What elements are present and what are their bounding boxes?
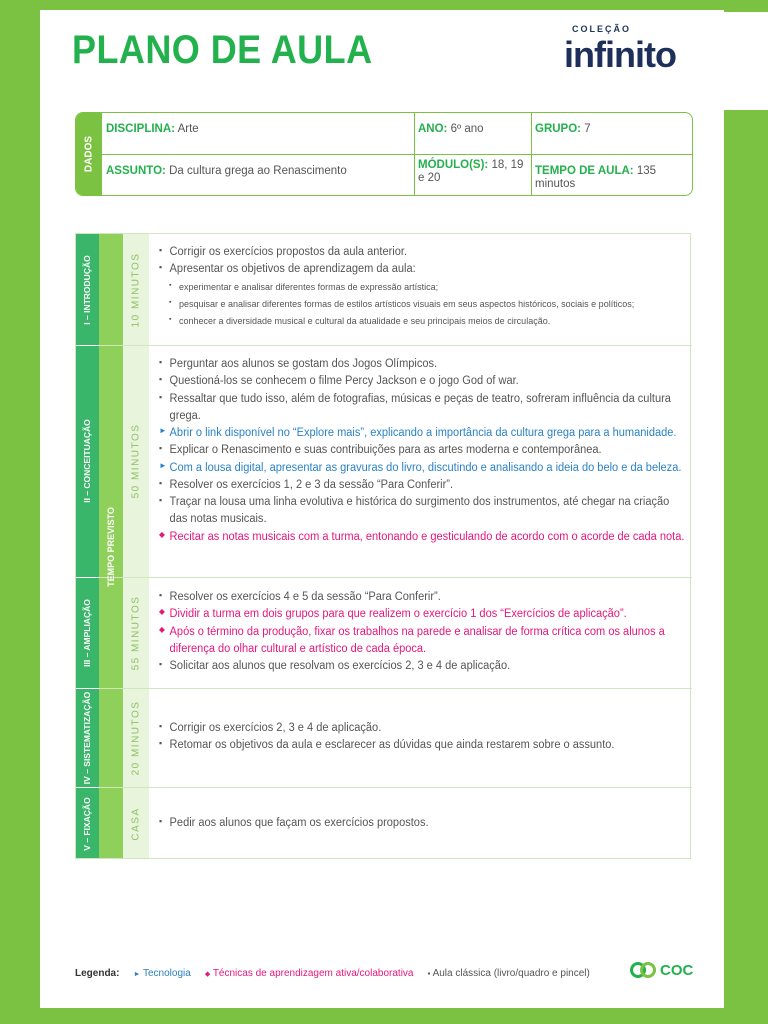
list-item: ▪ Questioná-los se conhecem o filme Percy Jackson e o jogo God of war.: [159, 373, 686, 390]
assunto-cell: ASSUNTO: Da cultura grega ao Renascimento: [106, 165, 347, 177]
list-item: ▪ Resolver os exercícios 1, 2 e 3 da sessão “Para Conferir”.: [159, 477, 686, 494]
phase-label-conceituacao: II – CONCEITUAÇÃO: [82, 419, 92, 503]
list-item: ▪ Ressaltar que tudo isso, além de fotografias, músicas e peças de teatro, sofreram influência da cultura grega.: [159, 391, 686, 426]
list-item-tech: ► Com a lousa digital, apresentar as gravuras do livro, discutindo e analisando a ideia do belo e da beleza.: [159, 460, 686, 477]
lesson-data-table: [75, 112, 693, 196]
section-sistematizacao: [159, 720, 687, 755]
coc-logo-icon: [630, 960, 656, 980]
coc-wordmark: COC: [660, 961, 694, 979]
colecao-infinito-logo: [564, 24, 704, 94]
phase-label-ampliacao: III – AMPLIAÇÃO: [82, 599, 92, 667]
sub-list-item: ▪ experimentar e analisar diferentes formas de expressão artística;: [169, 281, 439, 292]
coc-logo: [630, 960, 693, 980]
tempo-previsto-label: TEMPO PREVISTO: [106, 507, 116, 587]
legend-label: Legenda:: [75, 968, 120, 979]
page-title: PLANO DE AULA: [72, 28, 373, 72]
list-item-active: ◆ Após o término da produção, fixar os trabalhos na parede e analisar de forma crítica com os alunos a diferença do olhar cultural e artístico de cada época.: [159, 624, 686, 659]
legend-active: ◆ Técnicas de aprendizagem ativa/colaborativa: [204, 968, 414, 979]
phase-label-sistematizacao: IV – SISTEMATIZAÇÃO: [82, 691, 92, 785]
list-item: ▪ Apresentar os objetivos de aprendizagem da aula:: [159, 261, 686, 278]
disciplina-cell: DISCIPLINA: Arte: [106, 123, 199, 135]
list-item: ▪ Corrigir os exercícios propostos da aula anterior.: [159, 244, 686, 261]
tempo-aula-cell: TEMPO DE AULA: 135 minutos: [535, 165, 656, 191]
minutes-sistematizacao: 20 MINUTOS: [130, 700, 142, 776]
background-stripe-right: [724, 110, 768, 1024]
list-item: ▪ Retomar os objetivos da aula e esclarecer as dúvidas que ainda restarem sobre o assunto.: [159, 737, 686, 754]
sub-list-item: ▪ pesquisar e analisar diferentes formas de estilos artísticos visuais em seus aspectos históricos, sociais e políticos;: [169, 298, 635, 309]
list-item-active: ◆ Recitar as notas musicais com a turma, entonando e gesticulando de acordo com o acorde de cada nota.: [159, 529, 686, 546]
background-stripe-bottom: [0, 1008, 768, 1024]
minutes-conceituacao: 50 MINUTOS: [130, 423, 142, 499]
list-item: ▪ Traçar na lousa uma linha evolutiva e histórica do surgimento dos instrumentos, até chegar na criação das notas musicais.: [159, 494, 686, 529]
phase-label-introducao: I – INTRODUÇÃO: [82, 255, 92, 325]
section-introducao: [159, 244, 687, 330]
list-item-active: ◆ Dividir a turma em dois grupos para que realizem o exercício 1 dos “Exercícios de aplicação”.: [159, 606, 686, 623]
ano-cell: ANO: 6º ano: [418, 123, 484, 135]
list-item: ▪ Explicar o Renascimento e suas contribuições para as artes moderna e contemporânea.: [159, 442, 686, 459]
minutes-ampliacao: 55 MINUTOS: [130, 595, 142, 671]
dados-side-label: DADOS: [76, 113, 102, 195]
list-item: ▪ Solicitar aos alunos que resolvam os exercícios 2, 3 e 4 de aplicação.: [159, 658, 686, 675]
legend-classic: ▪ Aula clássica (livro/quadro e pincel): [427, 968, 590, 979]
background-stripe-left: [0, 0, 40, 1024]
logo-subtitle: COLEÇÃO: [572, 24, 631, 34]
logo-wordmark: infinito: [564, 34, 676, 75]
section-ampliacao: [159, 589, 687, 675]
list-item: ▪ Perguntar aos alunos se gostam dos Jogos Olímpicos.: [159, 356, 686, 373]
minutes-fixacao: CASA: [130, 807, 142, 841]
sub-list-item: ▪ conhecer a diversidade musical e cultural da atualidade e seu principais meios de circulação.: [169, 315, 551, 326]
legend: [75, 968, 595, 979]
list-item: ▪ Pedir aos alunos que façam os exercícios propostos.: [159, 815, 686, 832]
list-item: ▪ Resolver os exercícios 4 e 5 da sessão “Para Conferir”.: [159, 589, 686, 606]
phase-label-fixacao: V – FIXAÇÃO: [82, 797, 92, 851]
minutes-introducao: 10 MINUTOS: [130, 252, 142, 328]
section-fixacao: [159, 815, 687, 832]
legend-tech: ► Tecnologia: [133, 968, 191, 979]
list-item-tech: ► Abrir o link disponível no “Explore mais”, explicando a importância da cultura grega para a humanidade.: [159, 425, 686, 442]
grupo-cell: GRUPO: 7: [535, 123, 591, 135]
lesson-plan-table: [75, 233, 691, 859]
list-item: ▪ Corrigir os exercícios 2, 3 e 4 de aplicação.: [159, 720, 686, 737]
modulos-cell: MÓDULO(S): 18, 19 e 20: [418, 159, 524, 185]
section-conceituacao: [159, 356, 687, 546]
